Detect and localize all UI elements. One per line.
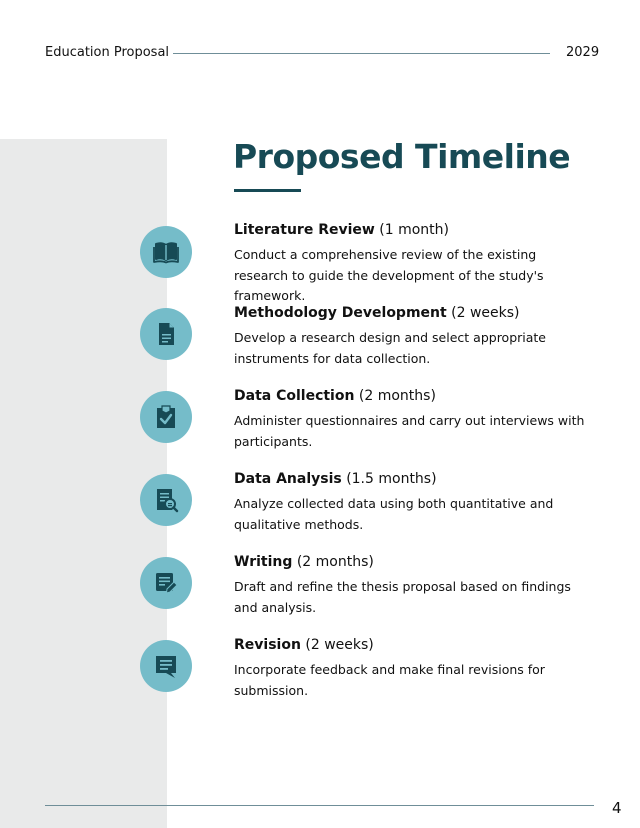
item-description: Draft and refine the thesis proposal based on findings and analysis. <box>234 579 571 615</box>
item-name: Data Analysis <box>234 471 342 487</box>
header-year: 2029 <box>566 45 600 60</box>
timeline-item-revision <box>0 637 640 717</box>
item-heading <box>234 471 437 487</box>
item-heading <box>234 388 436 404</box>
item-name: Methodology Development <box>234 305 447 321</box>
item-duration: (2 months) <box>296 554 374 570</box>
report-search-icon <box>140 474 192 526</box>
item-duration: (2 weeks) <box>451 305 520 321</box>
item-description: Incorporate feedback and make final revisions for submission. <box>234 662 545 698</box>
edit-document-icon <box>140 557 192 609</box>
item-duration: (2 weeks) <box>305 637 374 653</box>
footer-divider <box>45 805 594 806</box>
header-divider <box>173 53 550 54</box>
timeline-item-data-collection <box>0 388 640 468</box>
item-duration: (1.5 months) <box>346 471 437 487</box>
item-name: Writing <box>234 554 293 570</box>
title-underline <box>234 189 301 192</box>
item-heading <box>234 305 520 321</box>
item-name: Literature Review <box>234 222 375 238</box>
item-description: Administer questionnaires and carry out interviews with participants. <box>234 413 585 449</box>
item-name: Data Collection <box>234 388 355 404</box>
page-title: Proposed Timeline <box>233 137 571 176</box>
page-number: 4 <box>612 799 622 817</box>
item-duration: (1 month) <box>379 222 450 238</box>
timeline-item-literature-review <box>0 222 640 302</box>
timeline-item-methodology-development <box>0 305 640 385</box>
item-description: Conduct a comprehensive review of the existing research to guide the development of the study's framework. <box>234 247 544 303</box>
item-heading <box>234 222 449 238</box>
item-heading <box>234 554 374 570</box>
book-icon <box>140 226 192 278</box>
header-title: Education Proposal <box>45 45 170 60</box>
item-name: Revision <box>234 637 301 653</box>
item-heading <box>234 637 374 653</box>
document-icon <box>140 308 192 360</box>
feedback-icon <box>140 640 192 692</box>
timeline-item-writing <box>0 554 640 634</box>
item-description: Develop a research design and select appropriate instruments for data collection. <box>234 330 546 366</box>
checklist-icon <box>140 391 192 443</box>
timeline-item-data-analysis <box>0 471 640 551</box>
item-duration: (2 months) <box>358 388 436 404</box>
item-description: Analyze collected data using both quantitative and qualitative methods. <box>234 496 554 532</box>
